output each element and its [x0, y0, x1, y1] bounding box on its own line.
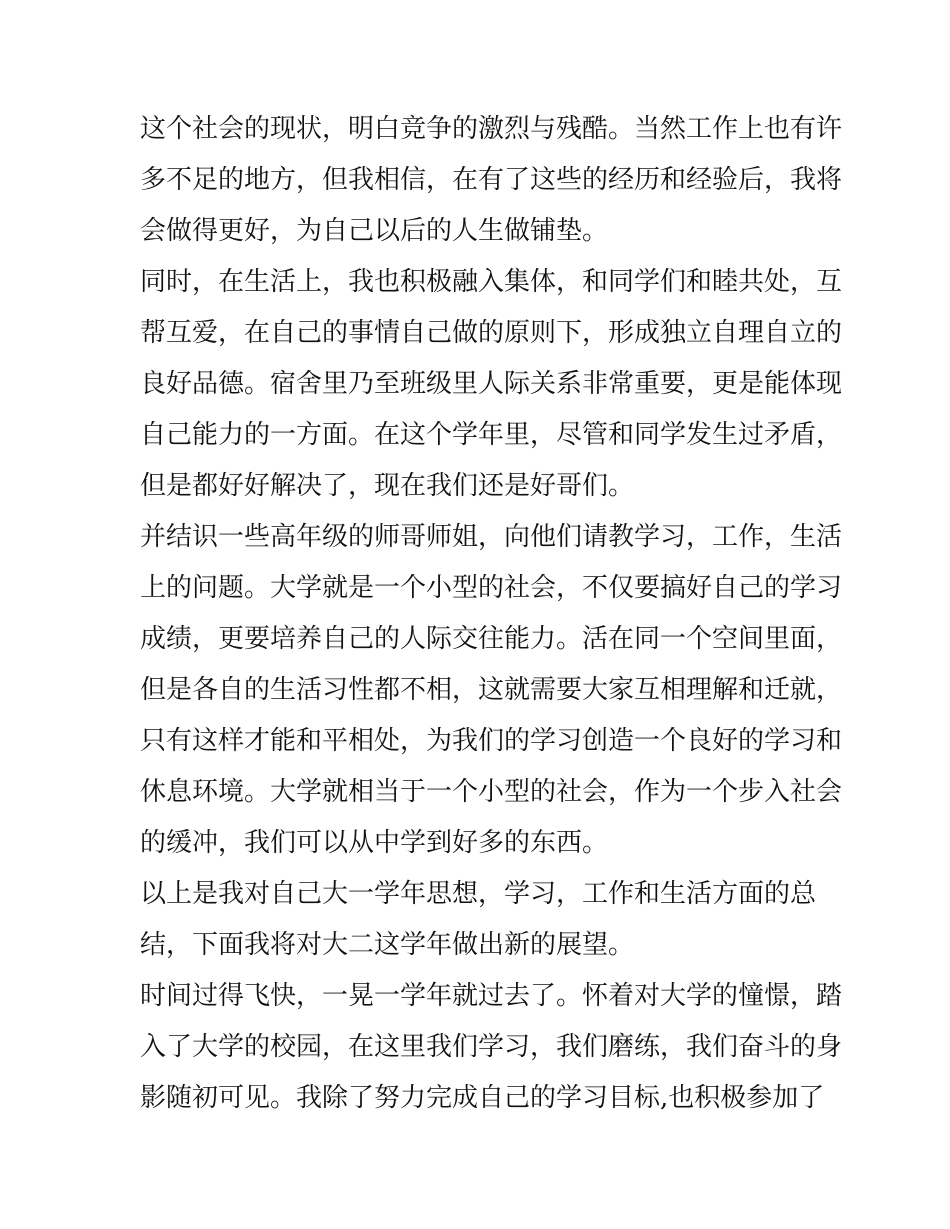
- text-line: 以上是我对自己大一学年思想，学习，工作和生活方面的总: [140, 879, 817, 909]
- text-line: 同时，在生活上，我也积极融入集体，和同学们和睦共处，互: [140, 267, 843, 297]
- text-line: 上的问题。大学就是一个小型的社会，不仅要搞好自己的学习: [140, 573, 843, 603]
- text-line: 休息环境。大学就相当于一个小型的社会，作为一个步入社会: [140, 777, 843, 807]
- text-line: 但是都好好解决了，现在我们还是好哥们。: [140, 471, 635, 501]
- text-line: 这个社会的现状，明白竞争的激烈与残酷。当然工作上也有许: [140, 114, 843, 144]
- text-line: 成绩，更要培养自己的人际交往能力。活在同一个空间里面，: [140, 624, 843, 654]
- text-line: 会做得更好，为自己以后的人生做铺垫。: [140, 216, 609, 246]
- text-line: 良好品德。宿舍里乃至班级里人际关系非常重要，更是能体现: [140, 369, 843, 399]
- text-line: 但是各自的生活习性都不相，这就需要大家互相理解和迁就，: [140, 675, 843, 705]
- body-text: [140, 104, 843, 1124]
- text-line: 多不足的地方，但我相信，在有了这些的经历和经验后，我将: [140, 165, 843, 195]
- text-line: 影随初可见。我除了努力完成自己的学习目标,也积极参加了: [140, 1083, 825, 1113]
- text-line: 自己能力的一方面。在这个学年里，尽管和同学发生过矛盾，: [140, 420, 843, 450]
- text-line: 结，下面我将对大二这学年做出新的展望。: [140, 930, 635, 960]
- text-line: 的缓冲，我们可以从中学到好多的东西。: [140, 828, 609, 858]
- text-line: 帮互爱，在自己的事情自己做的原则下，形成独立自理自立的: [140, 318, 843, 348]
- text-line: 只有这样才能和平相处，为我们的学习创造一个良好的学习和: [140, 726, 843, 756]
- text-line: 入了大学的校园，在这里我们学习，我们磨练，我们奋斗的身: [140, 1032, 843, 1062]
- text-line: 并结识一些高年级的师哥师姐，向他们请教学习，工作，生活: [140, 522, 843, 552]
- text-line: 时间过得飞快，一晃一学年就过去了。怀着对大学的憧憬，踏: [140, 981, 843, 1011]
